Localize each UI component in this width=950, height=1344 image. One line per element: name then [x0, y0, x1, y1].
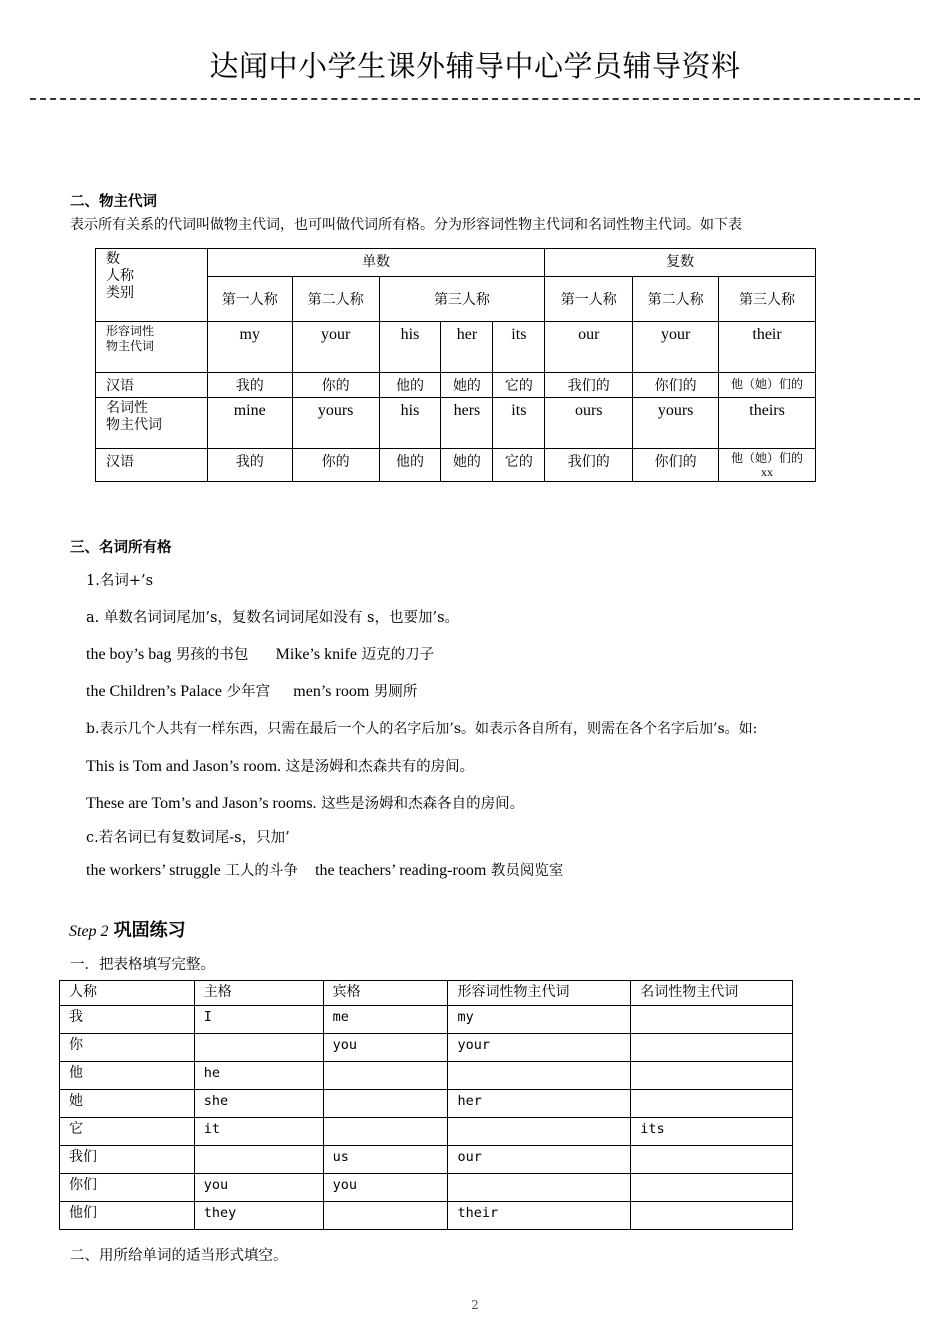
table-cell: 我们的	[545, 449, 633, 482]
example-cn: 迈克的刀子	[361, 647, 435, 663]
table-cell: 你们的	[633, 449, 719, 482]
step-heading	[69, 916, 186, 942]
table-cell: their	[719, 322, 816, 373]
row-label-chinese: 汉语	[96, 449, 208, 482]
example-line	[86, 792, 524, 813]
table-cell: theirs	[719, 398, 816, 449]
table-cell: your	[633, 322, 719, 373]
exercise-cell[interactable]	[631, 1202, 793, 1230]
exercise-instruction: 一．把表格填写完整。	[70, 957, 215, 973]
exercise-cell-person: 你	[60, 1034, 195, 1062]
corner-label-person: 人称	[106, 268, 134, 284]
step-title: 巩固练习	[113, 920, 186, 941]
table-cell: your	[292, 322, 379, 373]
header-divider	[30, 98, 920, 100]
exercise-cell[interactable]	[631, 1146, 793, 1174]
table-cell: its	[493, 322, 545, 373]
exercise-row	[60, 1118, 793, 1146]
exercise-cell[interactable]: us	[323, 1146, 448, 1174]
exercise-cell[interactable]	[194, 1034, 323, 1062]
corner-label-category: 类别	[106, 285, 134, 301]
example-en: the teachers’ reading-room	[315, 862, 487, 879]
exercise-cell-person: 它	[60, 1118, 195, 1146]
header-person: 第二人称	[633, 277, 719, 322]
exercise-cell-person: 我	[60, 1006, 195, 1034]
exercise-header: 形容词性物主代词	[448, 981, 631, 1006]
table-cell: 他的	[379, 449, 441, 482]
table-cell: 你的	[292, 373, 379, 398]
example-cn: 男孩的书包	[175, 647, 249, 663]
exercise-header: 主格	[194, 981, 323, 1006]
exercise-cell[interactable]	[323, 1090, 448, 1118]
table-cell: 她的	[441, 449, 493, 482]
exercise-row	[60, 1174, 793, 1202]
example-cn: 这些是汤姆和杰森各自的房间。	[321, 796, 525, 812]
exercise-row	[60, 1146, 793, 1174]
exercise-cell[interactable]: my	[448, 1006, 631, 1034]
table-cell: 你们的	[633, 373, 719, 398]
exercise-instruction: 二、用所给单词的适当形式填空。	[70, 1248, 288, 1264]
table-cell: 他的	[379, 373, 441, 398]
section-heading-noun-possessive: 三、名词所有格	[70, 539, 172, 556]
exercise-cell[interactable]	[631, 1006, 793, 1034]
table-cell: 她的	[441, 373, 493, 398]
table-cell: his	[379, 398, 441, 449]
header-singular: 单数	[207, 249, 545, 277]
table-cell: 我们的	[545, 373, 633, 398]
table-cell: its	[493, 398, 545, 449]
exercise-row	[60, 1062, 793, 1090]
example-cn: 这是汤姆和杰森共有的房间。	[285, 759, 475, 775]
exercise-cell[interactable]: me	[323, 1006, 448, 1034]
exercise-table	[59, 980, 793, 1230]
example-line	[86, 680, 417, 701]
page-header-title: 达闻中小学生课外辅导中心学员辅导资料	[209, 49, 741, 83]
rule-line: a. 单数名词词尾加’s，复数名词词尾如没有 s，也要加’s。	[86, 610, 460, 626]
exercise-header: 人称	[60, 981, 195, 1006]
exercise-cell[interactable]	[448, 1062, 631, 1090]
header-person: 第一人称	[545, 277, 633, 322]
exercise-cell-person: 你们	[60, 1174, 195, 1202]
header-person: 第二人称	[292, 277, 379, 322]
exercise-cell[interactable]: they	[194, 1202, 323, 1230]
table-cell: our	[545, 322, 633, 373]
example-line	[86, 643, 434, 664]
example-cn: 男厕所	[373, 684, 418, 700]
row-label-line: 形容词性	[106, 324, 155, 338]
example-en: Mike’s knife	[275, 646, 357, 663]
exercise-cell-person: 他	[60, 1062, 195, 1090]
row-label-line: 名词性	[106, 400, 148, 416]
header-plural: 复数	[545, 249, 816, 277]
exercise-cell[interactable]	[631, 1062, 793, 1090]
row-label-line: 物主代词	[106, 417, 162, 433]
exercise-row	[60, 1006, 793, 1034]
exercise-cell[interactable]: you	[323, 1034, 448, 1062]
table-cell: 它的	[493, 449, 545, 482]
exercise-header: 宾格	[323, 981, 448, 1006]
exercise-cell[interactable]	[194, 1146, 323, 1174]
example-line	[86, 859, 563, 880]
exercise-cell[interactable]: our	[448, 1146, 631, 1174]
exercise-cell[interactable]: your	[448, 1034, 631, 1062]
table-cell: his	[379, 322, 441, 373]
exercise-cell-person: 我们	[60, 1146, 195, 1174]
row-label-noun-possessive	[96, 398, 208, 449]
example-en: the Children’s Palace	[86, 683, 222, 700]
corner-label-number: 数	[106, 251, 120, 267]
exercise-cell-person: 他们	[60, 1202, 195, 1230]
example-en: the workers’ struggle	[86, 862, 221, 879]
exercise-cell-person: 她	[60, 1090, 195, 1118]
header-person: 第一人称	[207, 277, 292, 322]
exercise-cell[interactable]: you	[194, 1174, 323, 1202]
header-person: 第三人称	[719, 277, 816, 322]
table-cell: 我的	[207, 373, 292, 398]
possessive-pronoun-table	[95, 248, 816, 482]
example-cn: 教员阅览室	[490, 863, 564, 879]
row-label-adjective-possessive	[96, 322, 208, 373]
exercise-cell[interactable]	[448, 1174, 631, 1202]
exercise-row	[60, 1202, 793, 1230]
cell-line: 他（她）们的	[731, 451, 804, 465]
section-heading-possessive-pronouns: 二、物主代词	[70, 193, 157, 210]
table-cell: yours	[633, 398, 719, 449]
example-en: This is Tom and Jason’s room.	[86, 758, 282, 775]
exercise-cell[interactable]	[323, 1202, 448, 1230]
table-cell: hers	[441, 398, 493, 449]
exercise-cell[interactable]	[448, 1118, 631, 1146]
exercise-cell[interactable]: its	[631, 1118, 793, 1146]
table-cell: my	[207, 322, 292, 373]
table-cell: 我的	[207, 449, 292, 482]
rule-line: 1.名词+’s	[86, 573, 154, 589]
table-cell: 它的	[493, 373, 545, 398]
section-intro: 表示所有关系的代词叫做物主代词，也可叫做代词所有格。分为形容词性物主代词和名词性物主代词。如下表	[70, 217, 742, 233]
example-cn: 少年宫	[226, 684, 271, 700]
table-cell: yours	[292, 398, 379, 449]
exercise-cell[interactable]: you	[323, 1174, 448, 1202]
example-en: These are Tom’s and Jason’s rooms.	[86, 795, 317, 812]
cell-line: xx	[761, 465, 774, 479]
exercise-cell[interactable]	[631, 1090, 793, 1118]
exercise-cell[interactable]: I	[194, 1006, 323, 1034]
exercise-cell[interactable]: she	[194, 1090, 323, 1118]
row-label-chinese: 汉语	[96, 373, 208, 398]
step-label: Step 2	[69, 923, 109, 940]
exercise-header: 名词性物主代词	[631, 981, 793, 1006]
exercise-cell[interactable]	[631, 1034, 793, 1062]
example-en: men’s room	[293, 683, 370, 700]
exercise-cell[interactable]	[323, 1062, 448, 1090]
exercise-row	[60, 1090, 793, 1118]
table-cell: 你的	[292, 449, 379, 482]
table-cell: ours	[545, 398, 633, 449]
exercise-cell[interactable]: it	[194, 1118, 323, 1146]
exercise-cell[interactable]	[323, 1118, 448, 1146]
table-cell: mine	[207, 398, 292, 449]
row-label-line: 物主代词	[106, 339, 155, 353]
example-line	[86, 755, 474, 776]
example-en: the boy’s bag	[86, 646, 172, 663]
example-cn: 工人的斗争	[225, 863, 298, 879]
exercise-cell[interactable]	[631, 1174, 793, 1202]
exercise-row	[60, 1034, 793, 1062]
page-number: 2	[471, 1298, 479, 1312]
rule-line: c.若名词已有复数词尾-s，只加’	[86, 830, 290, 846]
exercise-cell[interactable]: he	[194, 1062, 323, 1090]
header-person: 第三人称	[379, 277, 545, 322]
table-cell	[719, 449, 816, 482]
table-corner-cell	[96, 249, 208, 322]
exercise-cell[interactable]: her	[448, 1090, 631, 1118]
exercise-cell[interactable]: their	[448, 1202, 631, 1230]
table-cell: her	[441, 322, 493, 373]
rule-line: b.表示几个人共有一样东西，只需在最后一个人的名字后加’s。如表示各自所有，则需在各个名字后加’s。如:	[86, 721, 758, 737]
table-cell: 他（她）们的	[719, 373, 816, 398]
